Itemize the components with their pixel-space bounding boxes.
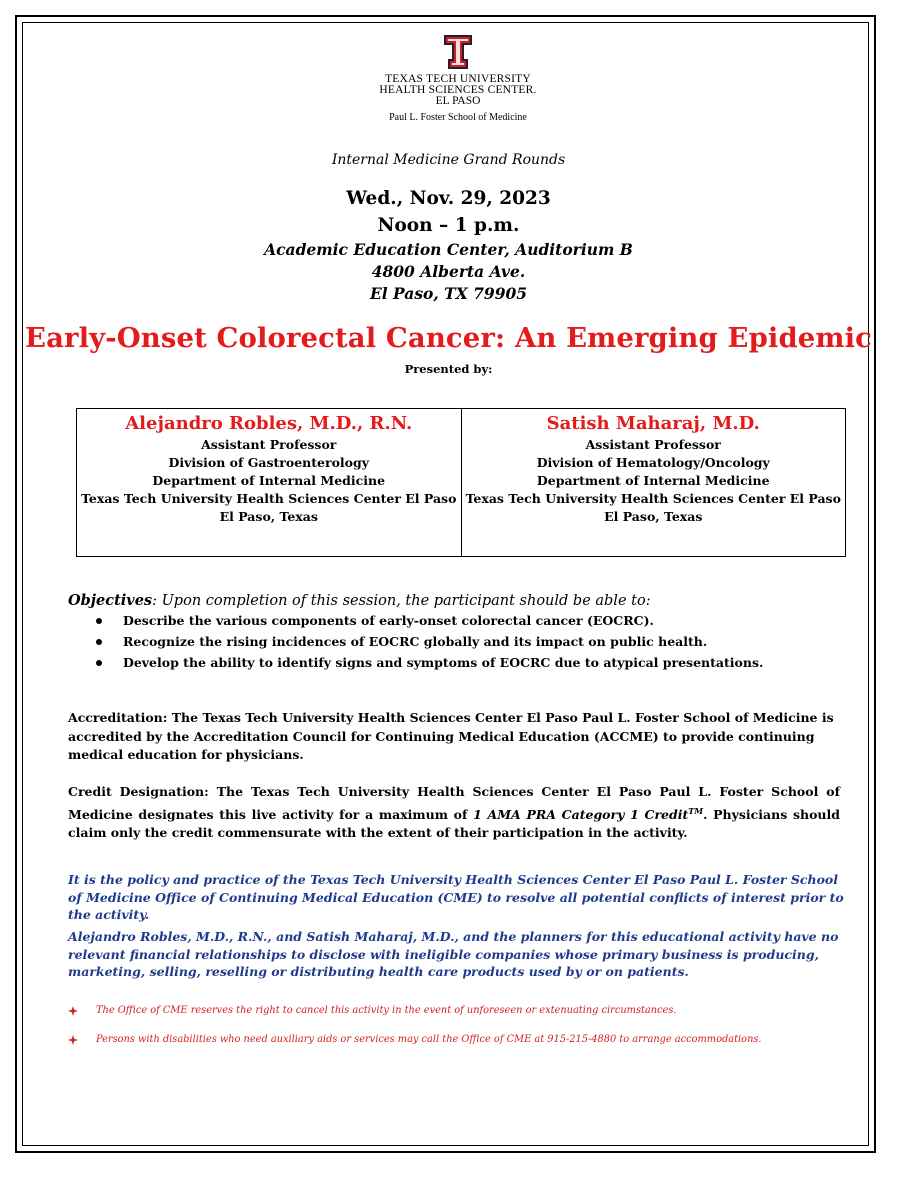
- venue-name: Academic Education Center, Auditorium B: [264, 240, 633, 259]
- note-text: The Office of CME reserves the right to cancel this activity in the event of unforeseen or extenuating circumstances.: [96, 1005, 677, 1016]
- objectives-heading: [68, 592, 848, 609]
- event-venue: [0, 239, 897, 305]
- logo-university-line: TEXAS TECH UNIVERSITY: [385, 73, 531, 85]
- credit-text-after: . Physicians should claim only the credit commensurate with the extent of their participation in the activity.: [68, 806, 841, 841]
- diamond-bullet-icon: [68, 1006, 78, 1016]
- venue-street: 4800 Alberta Ave.: [371, 262, 526, 281]
- event-time: Noon – 1 p.m.: [377, 215, 520, 236]
- logo-city-line: EL PASO: [435, 95, 481, 107]
- speaker-title: Assistant Professor: [585, 437, 721, 452]
- credit-label: Credit Designation: [68, 784, 205, 799]
- bullet-icon: [96, 618, 102, 624]
- presented-by-label: Presented by:: [404, 362, 493, 376]
- credit-amount: 1 AMA PRA Category 1 Credit: [473, 806, 689, 822]
- objectives-list: [68, 610, 848, 673]
- event-date: Wed., Nov. 29, 2023: [346, 188, 551, 209]
- talk-title: Early-Onset Colorectal Cancer: An Emerging Epidemic: [25, 322, 872, 354]
- note-text: Persons with disabilities who need auxiliary aids or services may call the Office of CME at 915-215-4880 to arrange accommodations.: [96, 1034, 762, 1045]
- accreditation-label: Accreditation: [68, 710, 163, 725]
- speaker-department: Department of Internal Medicine: [152, 473, 386, 488]
- accreditation-text: : The Texas Tech University Health Sciences Center El Paso Paul L. Foster School of Medicine is accredited by the Accreditation Council for Continuing Medical Education (ACCME) to provide continuing medical education for physicians.: [68, 710, 834, 762]
- speaker-division: Division of Gastroenterology: [168, 455, 370, 470]
- double-t-logo-icon: [443, 34, 473, 70]
- conflict-policy: It is the policy and practice of the Texas Tech University Health Sciences Center El Paso Paul L. Foster School of Medicine Office of Continuing Medical Education (CME) to resolve all potential conflicts of interest prior to the activity.: [68, 872, 844, 922]
- speaker-name: Satish Maharaj, M.D.: [546, 413, 760, 434]
- objectives-label: Objectives: [68, 592, 153, 609]
- list-item: [68, 652, 848, 673]
- objectives-section: [68, 592, 848, 673]
- credit-text-before: : The Texas Tech University Health Sciences Center El Paso Paul L. Foster School of Medicine designates this live activity for a maximum of: [68, 784, 840, 822]
- ttuhsc-logo: [373, 34, 543, 132]
- objectives-intro: : Upon completion of this session, the participant should be able to:: [152, 593, 651, 609]
- accreditation-statement: [68, 709, 840, 765]
- speaker-card: [461, 409, 846, 556]
- list-item: [68, 631, 848, 652]
- speaker-location: El Paso, Texas: [604, 509, 703, 524]
- trademark: TM: [688, 805, 704, 816]
- diamond-bullet-icon: [68, 1035, 78, 1045]
- objective-text: Develop the ability to identify signs and symptoms of EOCRC due to atypical presentations.: [123, 655, 764, 670]
- objective-text: Recognize the rising incidences of EOCRC globally and its impact on public health.: [123, 634, 708, 649]
- logo-hsc-line: HEALTH SCIENCES CENTER.: [379, 84, 537, 96]
- speaker-institution: Texas Tech University Health Sciences Center El Paso: [81, 491, 457, 506]
- speaker-card: [77, 409, 461, 556]
- bullet-icon: [96, 660, 102, 666]
- logo-school-line: Paul L. Foster School of Medicine: [389, 112, 527, 123]
- speakers-table: [76, 408, 846, 557]
- speaker-division: Division of Hematology/Oncology: [536, 455, 770, 470]
- financial-disclosure: Alejandro Robles, M.D., R.N., and Satish Maharaj, M.D., and the planners for this educational activity have no relevant financial relationships to disclose with ineligible companies whose primary business is producing, marketing, selling, reselling or distributing health care products used by or on patients.: [68, 929, 839, 979]
- event-series: Internal Medicine Grand Rounds: [331, 152, 566, 168]
- objective-text: Describe the various components of early-onset colorectal cancer (EOCRC).: [123, 613, 654, 628]
- credit-designation: [68, 783, 840, 843]
- list-item: [68, 610, 848, 631]
- speaker-institution: Texas Tech University Health Sciences Center El Paso: [465, 491, 841, 506]
- bullet-icon: [96, 639, 102, 645]
- speaker-title: Assistant Professor: [201, 437, 337, 452]
- speaker-department: Department of Internal Medicine: [536, 473, 770, 488]
- venue-city: El Paso, TX 79905: [369, 284, 528, 303]
- speaker-location: El Paso, Texas: [219, 509, 318, 524]
- speaker-name: Alejandro Robles, M.D., R.N.: [125, 413, 413, 434]
